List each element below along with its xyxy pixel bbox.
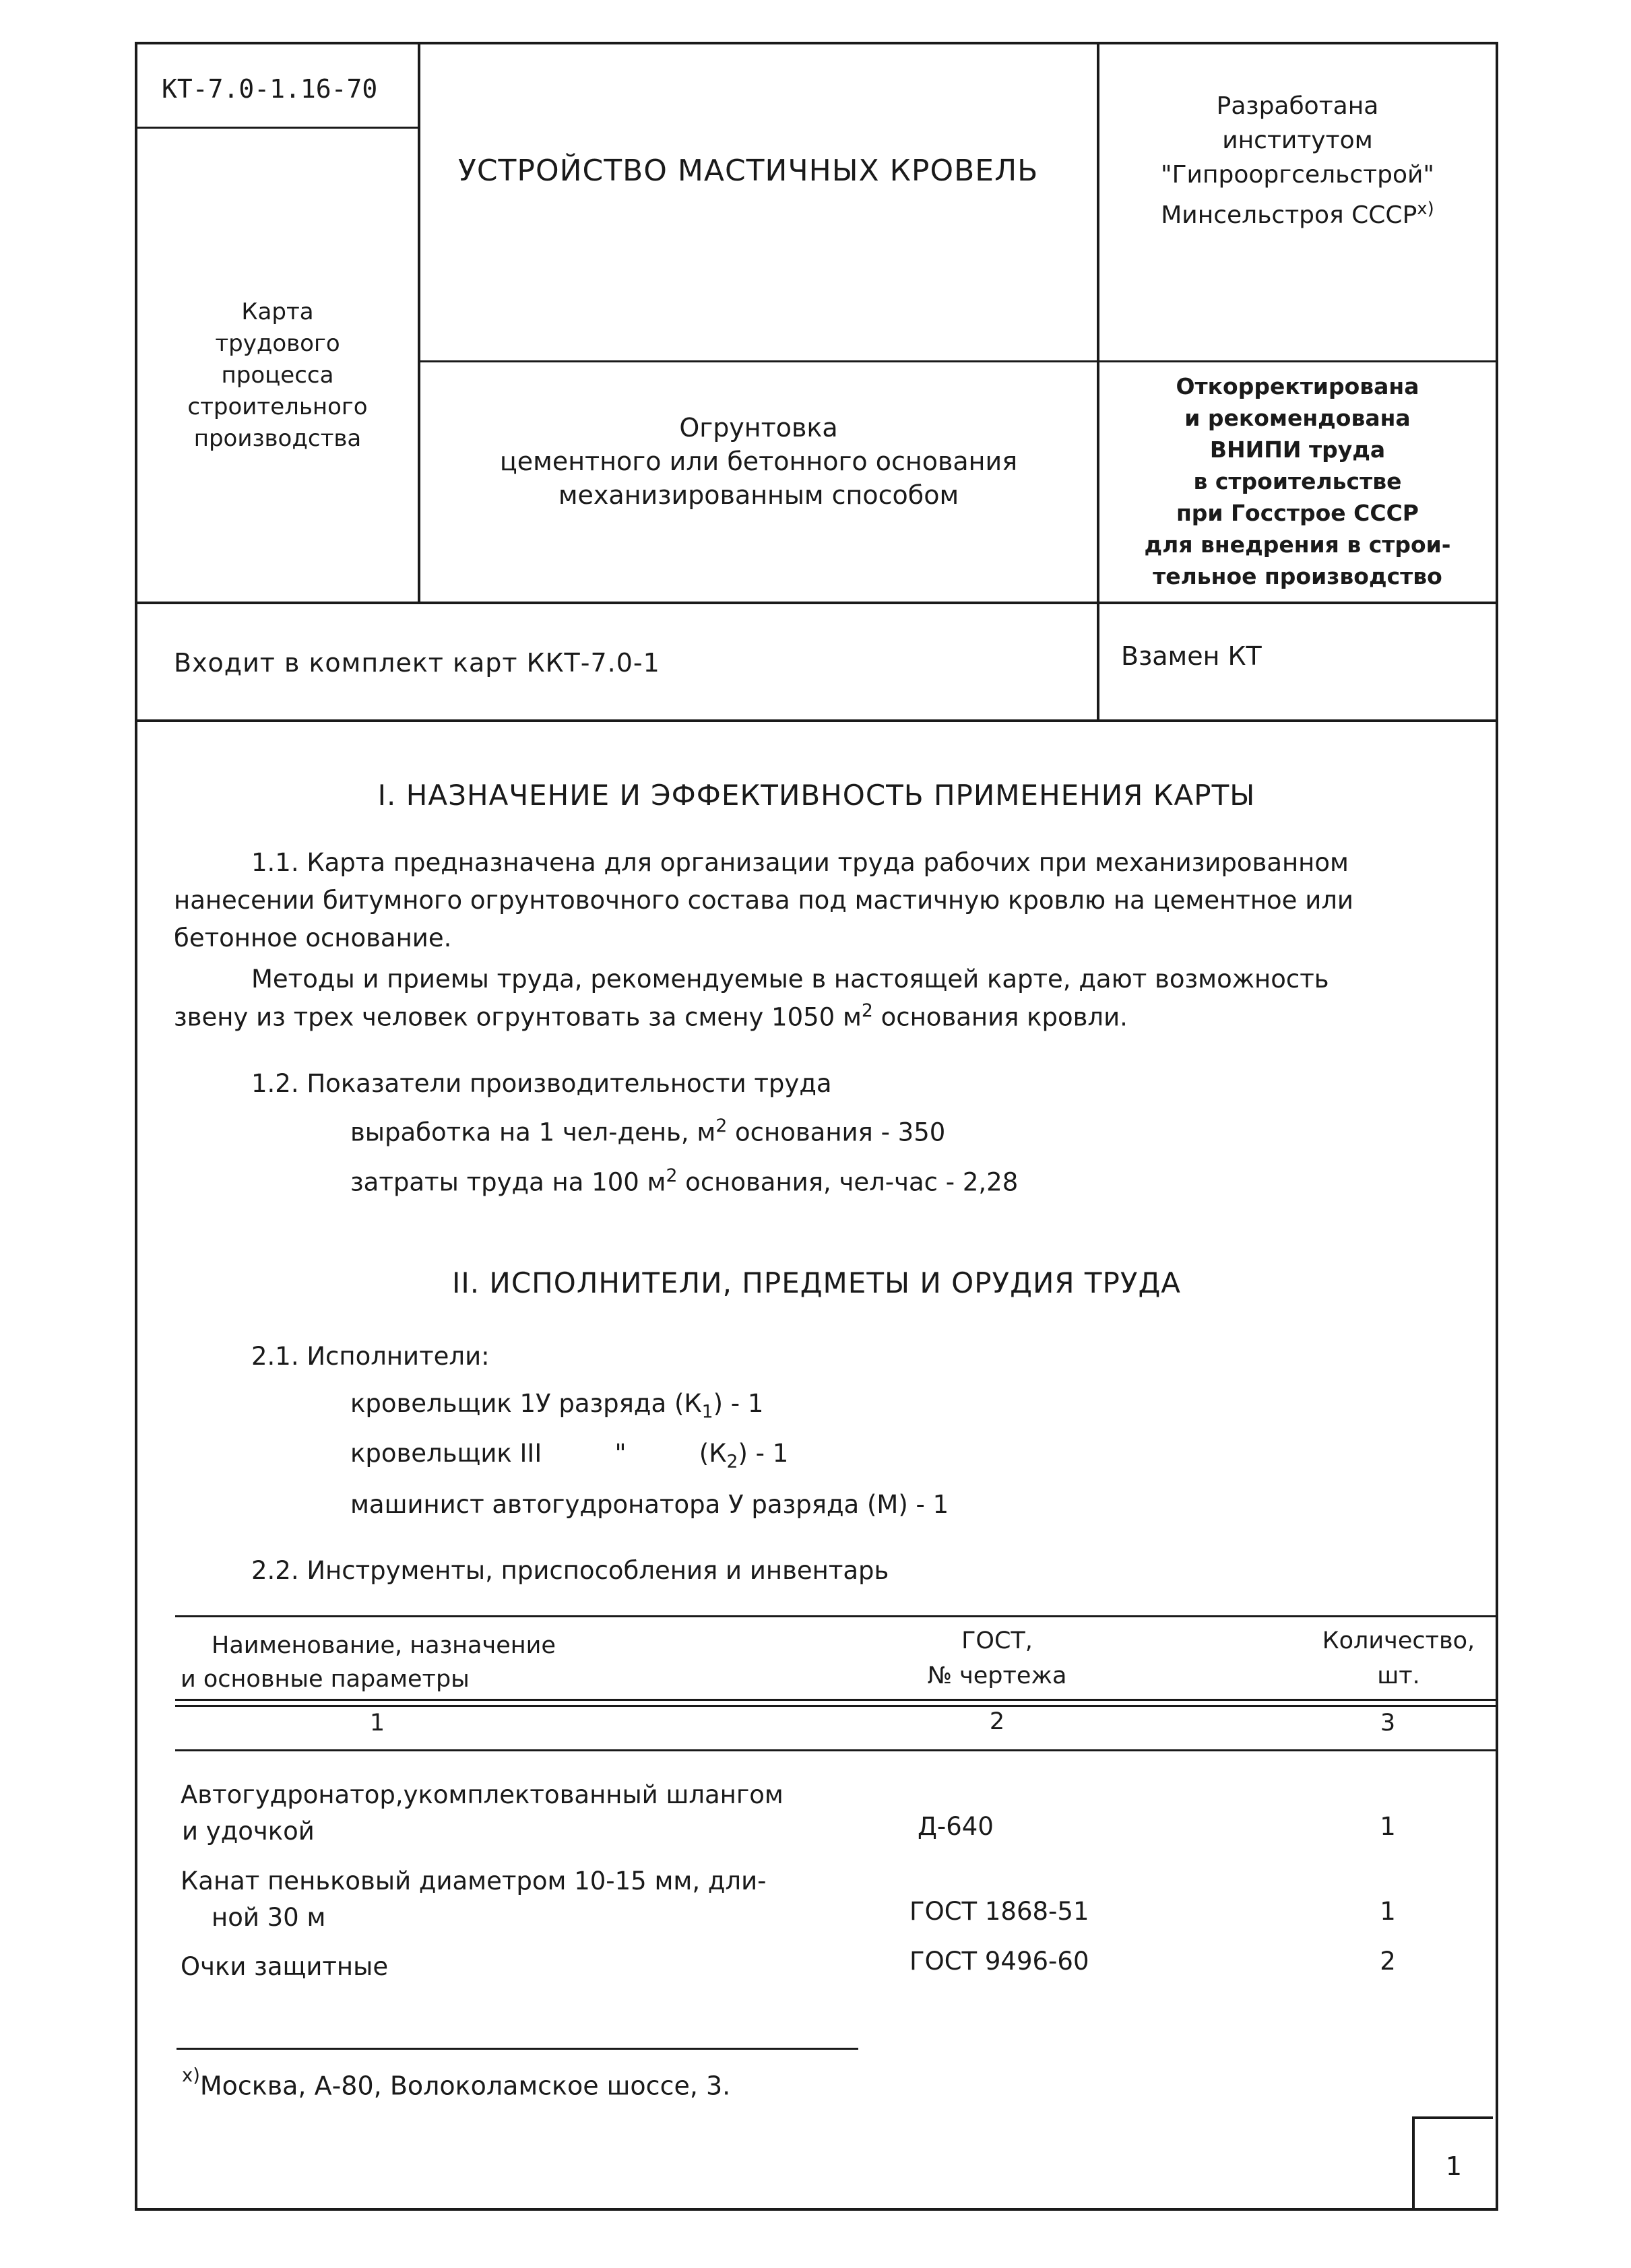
revision-line-2: и рекомендована bbox=[1184, 405, 1411, 431]
header-bottom-line bbox=[135, 602, 1498, 604]
subtitle-block bbox=[420, 411, 1097, 512]
card-type-line-2: трудового bbox=[215, 330, 340, 357]
row-1-name-line-1: Автогудронатор,укомплектованный шлангом bbox=[181, 1780, 783, 1809]
table-top-rule bbox=[175, 1615, 1497, 1617]
developer-line-2: институтом bbox=[1222, 127, 1373, 154]
header-vline-1 bbox=[418, 42, 420, 603]
output-indicator: выработка на 1 чел-день, $м^2$ основания - 350 bbox=[350, 1115, 946, 1147]
frame-right bbox=[1496, 42, 1498, 2211]
worker-2: кровельщик III " $(К_2) - 1$ bbox=[350, 1439, 789, 1472]
row-3-name: Очки защитные bbox=[181, 1952, 389, 1981]
developer-block bbox=[1099, 89, 1496, 232]
ditto-mark: " bbox=[614, 1439, 627, 1468]
revision-line-5: при Госстрое СССР bbox=[1176, 500, 1419, 526]
table-header-rule-2 bbox=[175, 1705, 1497, 1707]
table-col-number-3: 3 bbox=[1380, 1710, 1396, 1737]
footnote: $^{x)}$Москва, А-80, Волоколамское шоссе, 3. bbox=[182, 2065, 731, 2101]
set-label: Входит в комплект карт ККТ-7.0-1 bbox=[174, 648, 660, 678]
code-box-bottom bbox=[135, 127, 419, 129]
revision-line-7: тельное производство bbox=[1153, 563, 1442, 589]
page-number-box bbox=[1412, 2116, 1493, 2208]
card-type-line-4: строительного bbox=[187, 393, 368, 420]
row-2-gost: ГОСТ 1868-51 bbox=[909, 1897, 1089, 1926]
row-3-qty: 2 bbox=[1380, 1947, 1396, 1976]
revision-line-3: ВНИПИ труда bbox=[1209, 436, 1386, 463]
row-1-qty: 1 bbox=[1380, 1812, 1396, 1841]
p1-line-2: нанесении битумного огрунтовочного состава под мастичную кровлю на цементное или bbox=[174, 886, 1353, 915]
developer-line-1: Разработана bbox=[1216, 92, 1379, 120]
set-row-bottom-line bbox=[135, 719, 1498, 722]
subtitle-line-3: механизированным способом bbox=[558, 480, 959, 510]
footnote-mark: x) bbox=[182, 2065, 200, 2086]
replaces-label: Взамен КТ bbox=[1121, 641, 1262, 671]
table-row bbox=[181, 1777, 783, 1850]
table-header-qty: Количество, шт. bbox=[1322, 1627, 1475, 1689]
table-col-number-2: 2 bbox=[989, 1708, 1005, 1735]
section-1-paragraph-1 bbox=[174, 844, 1467, 957]
table-header-gost: ГОСТ, № чертежа bbox=[927, 1627, 1067, 1689]
table-row bbox=[181, 1863, 766, 1936]
row-2-name-line-1: Канат пеньковый диаметром 10-15 мм, дли- bbox=[181, 1867, 767, 1896]
table-header-rule-1 bbox=[175, 1699, 1497, 1701]
revision-line-1: Откорректирована bbox=[1176, 373, 1419, 399]
revision-line-4: в строительстве bbox=[1193, 468, 1402, 494]
section-2-heading: II. ИСПОЛНИТЕЛИ, ПРЕДМЕТЫ И ОРУДИЯ ТРУДА bbox=[451, 1266, 1182, 1299]
revision-block bbox=[1099, 370, 1496, 592]
table-header-name: Наименование, назначение и основные параметры bbox=[181, 1632, 556, 1693]
p2-line-2: звену из трех человек огрунтовать за смену 1050 $м^2$ основания кровли. bbox=[174, 1000, 1128, 1032]
performers-heading: 2.1. Исполнители: bbox=[251, 1342, 490, 1371]
developer-line-3: "Гипрооргсельстрой" bbox=[1161, 161, 1434, 189]
row-1-name-line-2: и удочкой bbox=[182, 1817, 315, 1846]
frame-top bbox=[135, 42, 1498, 44]
row-2-name-line-2: ной 30 м bbox=[212, 1903, 326, 1932]
frame-bottom bbox=[135, 2208, 1498, 2211]
subtitle-line-2: цементного или бетонного основания bbox=[499, 447, 1018, 476]
productivity-heading: 1.2. Показатели производительности труда bbox=[251, 1069, 832, 1098]
developer-line-4: Минсельстроя СССР$^{x)}$ bbox=[1161, 199, 1434, 229]
table-col-number-1: 1 bbox=[369, 1710, 385, 1737]
section-1-heading: I. НАЗНАЧЕНИЕ И ЭФФЕКТИВНОСТЬ ПРИМЕНЕНИЯ КАРТЫ bbox=[377, 779, 1256, 812]
card-type-line-5: производства bbox=[193, 425, 362, 452]
row-2-qty: 1 bbox=[1380, 1897, 1396, 1926]
card-type-line-3: процесса bbox=[221, 362, 334, 389]
document-title: УСТРОЙСТВО МАСТИЧНЫХ КРОВЕЛЬ bbox=[458, 154, 1039, 188]
worker-3: машинист автогудронатора У разряда (М) - 1 bbox=[350, 1490, 949, 1519]
document-code: КТ-7.0-1.16-70 bbox=[162, 74, 378, 104]
developer-footnote-mark: x) bbox=[1417, 199, 1434, 219]
table-number-rule bbox=[175, 1749, 1497, 1751]
header-mid-line bbox=[418, 360, 1498, 362]
subtitle-line-1: Огрунтовка bbox=[679, 413, 838, 443]
p2-line-1: Методы и приемы труда, рекомендуемые в настоящей карте, дают возможность bbox=[251, 965, 1329, 994]
footnote-rule bbox=[177, 2048, 858, 2050]
row-1-gost: Д-640 bbox=[918, 1812, 994, 1841]
p1-line-3: бетонное основание. bbox=[174, 924, 452, 952]
labor-cost-indicator: затраты труда на 100 $м^2$ основания, чел-час - 2,28 bbox=[350, 1165, 1019, 1197]
tools-heading: 2.2. Инструменты, приспособления и инвентарь bbox=[251, 1556, 889, 1585]
row-3-gost: ГОСТ 9496-60 bbox=[909, 1947, 1089, 1976]
worker-1: кровельщик 1У разряда $(К_1) - 1$ bbox=[350, 1389, 764, 1423]
page-number: 1 bbox=[1445, 2151, 1463, 2181]
card-type-block bbox=[137, 296, 418, 455]
card-type-line-1: Карта bbox=[241, 298, 314, 325]
p1-line-1: 1.1. Карта предназначена для организации труда рабочих при механизированном bbox=[251, 848, 1349, 877]
revision-line-6: для внедрения в строи- bbox=[1144, 531, 1451, 558]
